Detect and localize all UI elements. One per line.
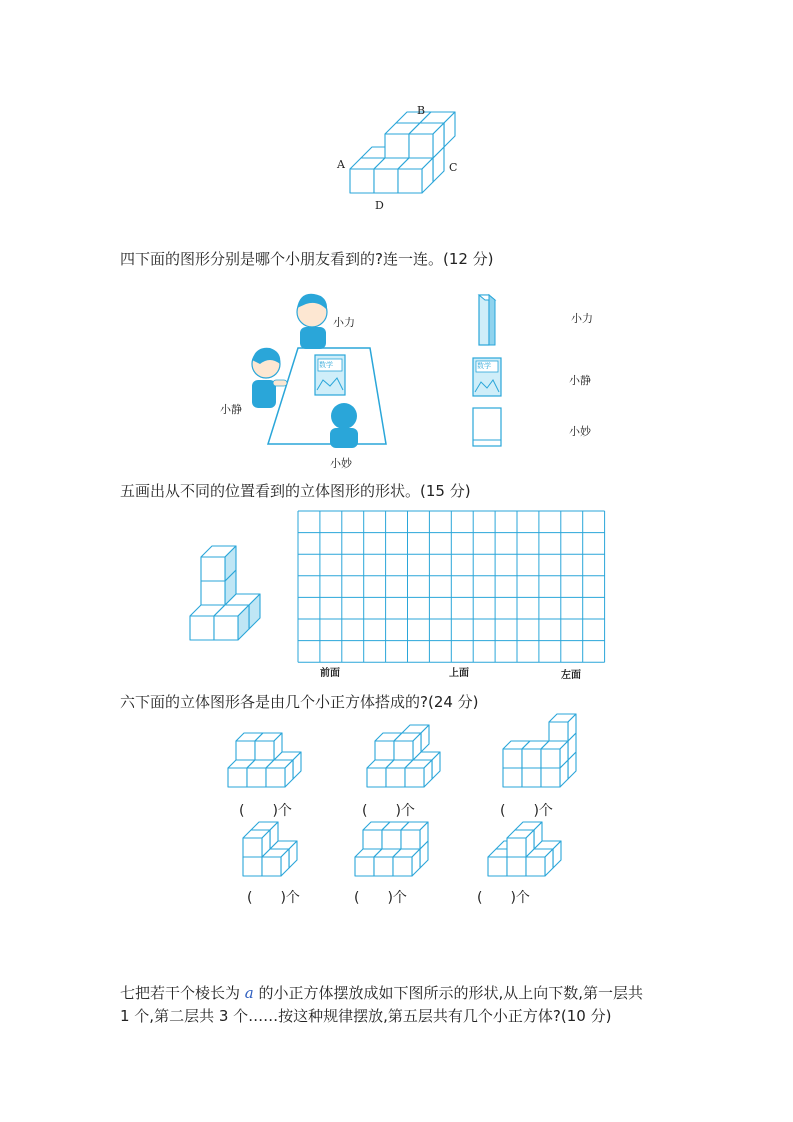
question-5-title: 五画出从不同的位置看到的立体图形的形状。(15 分) [120, 482, 471, 500]
cube-front-face [522, 749, 541, 768]
grid-label-left: 左面 [561, 670, 581, 681]
cube-front-face [266, 768, 285, 787]
answer-blank-3[interactable]: ( )个 [500, 803, 553, 819]
cube-front-face [255, 741, 274, 760]
option-label-xiaoli: 小力 [571, 312, 593, 325]
label-b: B [417, 104, 426, 117]
scene-label-xiaomiao: 小妙 [330, 457, 352, 470]
answer-blank-4[interactable]: ( )个 [247, 890, 300, 906]
cube-front-face [401, 830, 420, 849]
label-a: A [337, 158, 345, 171]
answer-blank-6[interactable]: ( )个 [477, 890, 530, 906]
q7-text-b: 的小正方体摆放成如下图所示的形状,从上向下数,第一层共 [253, 984, 644, 1002]
cube-front-face [247, 768, 266, 787]
book-title-front-view: 数学 [477, 362, 491, 370]
option-label-xiaomiao: 小妙 [569, 425, 591, 438]
cube-front-face [228, 768, 247, 787]
cube-front-face [405, 768, 424, 787]
question-4-title: 四下面的图形分别是哪个小朋友看到的?连一连。(12 分) [120, 250, 494, 268]
cube-front-face [488, 857, 507, 876]
cube-front-face [355, 857, 374, 876]
option-label-xiaojing: 小静 [569, 374, 591, 387]
cube-front-face [363, 830, 382, 849]
cube-front-face [503, 749, 522, 768]
cube-front-face [522, 768, 541, 787]
question-7-line-2: 1 个,第二层共 3 个……按这种规律摆放,第五层共有几个小正方体?(10 分) [120, 1007, 612, 1025]
cube-front-face [262, 857, 281, 876]
cube-front-face [526, 857, 545, 876]
question-6-title: 六下面的立体图形各是由几个小正方体搭成的?(24 分) [120, 693, 479, 711]
grid-label-top: 上面 [449, 668, 469, 679]
q7-text-a: 七把若干个棱长为 [120, 984, 245, 1002]
cube-front-face [503, 768, 522, 787]
cube-front-face [375, 741, 394, 760]
book-title-on-table: 数学 [319, 361, 333, 369]
question-7-line-1 [120, 983, 643, 1003]
grid-label-front: 前面 [320, 668, 340, 679]
cube-front-face [236, 741, 255, 760]
cube-front-face [507, 838, 526, 857]
q7-variable-a: a [244, 984, 254, 1002]
cube-front-face [367, 768, 386, 787]
label-d: D [375, 199, 384, 212]
cube-front-face [243, 857, 262, 876]
cube-front-face [374, 857, 393, 876]
answer-blank-1[interactable]: ( )个 [239, 803, 292, 819]
answer-blank-5[interactable]: ( )个 [354, 890, 407, 906]
cube-front-face [243, 838, 262, 857]
scene-label-xiaojing: 小静 [220, 403, 242, 416]
cube-front-face [541, 768, 560, 787]
cube-front-face [393, 857, 412, 876]
cube-front-face [541, 749, 560, 768]
cube-front-face [394, 741, 413, 760]
answer-blank-2[interactable]: ( )个 [362, 803, 415, 819]
cube-front-face [507, 857, 526, 876]
cube-front-face [386, 768, 405, 787]
cube-front-face [549, 722, 568, 741]
scene-label-xiaoli: 小力 [333, 316, 355, 329]
label-c: C [449, 161, 458, 174]
cube-front-face [382, 830, 401, 849]
